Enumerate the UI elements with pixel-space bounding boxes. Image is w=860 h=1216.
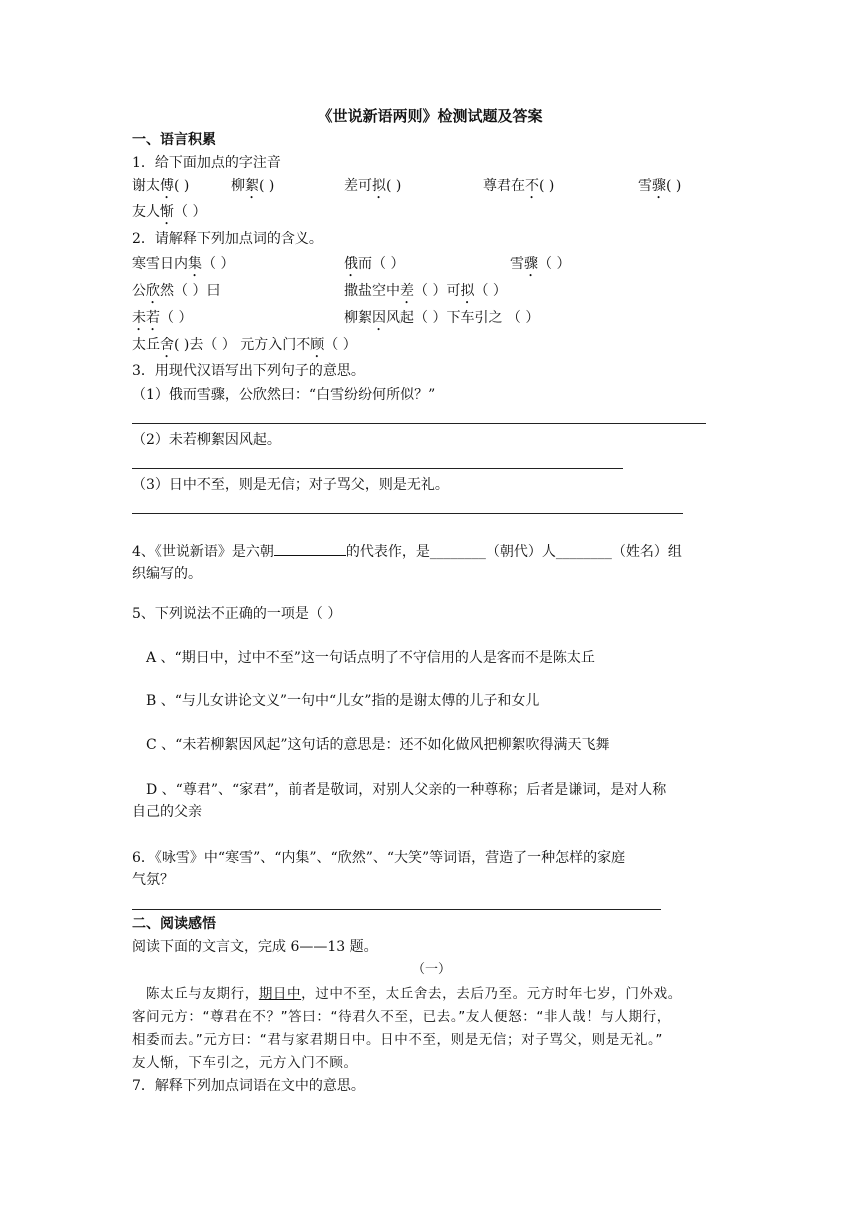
q2-blank[interactable]: （ ） bbox=[160, 310, 193, 326]
q2-blank[interactable]: （ ） bbox=[538, 256, 571, 272]
q1-item-3-dotted: 拟 bbox=[372, 178, 386, 194]
q2-item bbox=[344, 281, 507, 307]
q2-item bbox=[510, 254, 570, 280]
q2-dotted: 欣 bbox=[146, 283, 160, 299]
q2-text: 柳絮 bbox=[344, 310, 372, 326]
q2-blank[interactable]: （ ） bbox=[324, 337, 357, 353]
q2-text: 公 bbox=[132, 283, 146, 299]
q1-item-1-text: 谢太 bbox=[132, 178, 160, 194]
q5-option-a[interactable]: A 、“期日中，过中不至”这一句话点明了不守信用的人是客而不是陈太丘 bbox=[146, 650, 595, 666]
q1-item-4 bbox=[483, 176, 554, 202]
q3-sentence-3: （3）日中不至，则是无信；对子骂父，则是无礼。 bbox=[132, 477, 449, 493]
q2-item bbox=[132, 254, 234, 280]
passage-underlined: 期日中 bbox=[258, 986, 302, 1002]
q2-dotted: 舍 bbox=[160, 337, 174, 353]
q2-text: 太丘 bbox=[132, 337, 160, 353]
answer-line[interactable] bbox=[132, 468, 623, 469]
q1-item-4-blank[interactable]: ( ) bbox=[539, 178, 555, 194]
q2-text: 雪 bbox=[510, 256, 524, 272]
q6-line-1: 6．《咏雪》中“寒雪”、“内集”、“欣然”、“大笑”等词语，营造了一种怎样的家庭 bbox=[132, 850, 626, 866]
q5-option-b[interactable]: B 、“与儿女讲论文义”一句中“儿女”指的是谢太傅的儿子和女儿 bbox=[146, 693, 540, 709]
answer-line[interactable] bbox=[132, 909, 661, 910]
q2-dotted: 未若 bbox=[132, 310, 160, 326]
q5-option-d[interactable]: D 、“尊君”、“家君”，前者是敬词，对别人父亲的一种尊称；后者是谦词，是对人称 bbox=[146, 782, 667, 798]
q3-sentence-1: （1）俄而雪骤，公欣然曰：“白雪纷纷何所似？” bbox=[132, 387, 436, 403]
q1-item-5-dotted: 骤 bbox=[652, 178, 666, 194]
passage-number: （一） bbox=[412, 962, 452, 977]
q5-option-d-cont: 自己的父亲 bbox=[132, 804, 202, 820]
answer-line[interactable] bbox=[132, 513, 683, 514]
document-title: 《世说新语两则》检测试题及答案 bbox=[317, 107, 543, 125]
q1-item-2 bbox=[231, 176, 274, 202]
q1-item-6-blank[interactable]: （ ） bbox=[174, 204, 207, 220]
q2-text: 撒盐空中 bbox=[344, 283, 400, 299]
q5-option-c[interactable]: C 、“未若柳絮因风起”这句话的意思是：还不如化做风把柳絮吹得满天飞舞 bbox=[146, 737, 610, 753]
q1-item-3 bbox=[344, 176, 401, 202]
q2-item bbox=[132, 335, 357, 361]
q2-dotted: 集 bbox=[188, 256, 202, 272]
section2-intro: 阅读下面的文言文，完成 6——13 题。 bbox=[132, 939, 378, 955]
q7-prompt: 7．解释下列加点词语在文中的意思。 bbox=[132, 1078, 365, 1094]
q4-text-a: 4、《世说新语》是六朝 bbox=[132, 544, 274, 560]
q2-blank[interactable]: （ ）可 bbox=[414, 283, 461, 299]
q1-item-5-blank[interactable]: ( ) bbox=[666, 178, 682, 194]
q4-text-b: 的代表作，是________（朝代）人________（姓名）组 bbox=[345, 544, 682, 560]
q1-item-2-blank[interactable]: ( ) bbox=[259, 178, 275, 194]
q2-dotted: 拟 bbox=[460, 283, 475, 299]
q2-dotted: 差 bbox=[400, 283, 414, 299]
q1-item-3-text: 差可 bbox=[344, 178, 372, 194]
q2-blank[interactable]: 而（ ） bbox=[358, 256, 405, 272]
passage-line-4: 友人惭，下车引之，元方入门不顾。 bbox=[132, 1055, 358, 1071]
q4-blank-1[interactable] bbox=[274, 541, 346, 556]
q5-prompt: 5、下列说法不正确的一项是（ ） bbox=[132, 606, 342, 622]
q3-prompt: 3．用现代汉语写出下列句子的意思。 bbox=[132, 363, 365, 379]
q6-line-2: 气氛？ bbox=[132, 872, 174, 888]
q2-dotted: 俄 bbox=[344, 256, 358, 272]
q2-item bbox=[344, 308, 539, 334]
passage-text: 陈太丘与友期行， bbox=[146, 986, 259, 1002]
passage-line-2: 客问元方：“尊君在不？”答曰：“待君久不至，已去。”友人便怒：“非人哉！与人期行， bbox=[132, 1009, 671, 1025]
q2-prompt: 2．请解释下列加点词的含义。 bbox=[132, 231, 323, 247]
q2-blank[interactable]: 风起（ ）下车引之 （ ） bbox=[386, 310, 540, 326]
q1-item-4-dotted: 不 bbox=[525, 178, 539, 194]
q1-item-1-dotted: 傅 bbox=[160, 178, 174, 194]
q3-sentence-2: （2）未若柳絮因风起。 bbox=[132, 432, 281, 448]
q1-item-1-blank[interactable]: ( ) bbox=[174, 178, 190, 194]
passage-line-1 bbox=[146, 984, 682, 1004]
q1-item-3-blank[interactable]: ( ) bbox=[386, 178, 402, 194]
q1-item-5-text: 雪 bbox=[638, 178, 652, 194]
passage-text: ，过中不至，太丘舍去，去后乃至。元方时年七岁，门外戏。 bbox=[301, 986, 682, 1002]
q2-dotted: 顾 bbox=[310, 337, 325, 353]
q4-line-1 bbox=[132, 541, 682, 562]
section-heading-2: 二、阅读感悟 bbox=[132, 916, 216, 932]
q1-item-2-dotted: 絮 bbox=[245, 178, 259, 194]
q1-item-4-text: 尊君在 bbox=[483, 178, 525, 194]
q1-item-2-text: 柳 bbox=[231, 178, 245, 194]
q1-item-6-text: 友人 bbox=[132, 204, 160, 220]
q2-dotted: 骤 bbox=[524, 256, 538, 272]
q2-item bbox=[344, 254, 404, 280]
answer-line[interactable] bbox=[132, 423, 706, 424]
q2-dotted: 因 bbox=[372, 310, 386, 326]
q1-item-5 bbox=[638, 176, 681, 202]
section-heading-1: 一、语言积累 bbox=[132, 132, 216, 148]
q2-blank[interactable]: ( )去（ ） 元方入门不 bbox=[174, 337, 311, 353]
q2-blank[interactable]: （ ） bbox=[474, 283, 507, 299]
q2-blank[interactable]: 然（ ）曰 bbox=[160, 283, 221, 299]
q2-blank[interactable]: （ ） bbox=[202, 256, 235, 272]
q2-text: 寒雪日内 bbox=[132, 256, 188, 272]
q1-prompt: 1．给下面加点的字注音 bbox=[132, 155, 281, 171]
q2-item bbox=[132, 281, 220, 307]
q1-item-6-dotted: 惭 bbox=[160, 204, 174, 220]
passage-line-3: 相委而去。”元方曰：“君与家君期日中。日中不至，则是无信；对子骂父，则是无礼。” bbox=[132, 1032, 663, 1048]
q2-item bbox=[132, 308, 192, 334]
q4-line-2: 织编写的。 bbox=[132, 566, 202, 582]
q1-item-6 bbox=[132, 202, 206, 228]
q1-item-1 bbox=[132, 176, 189, 202]
